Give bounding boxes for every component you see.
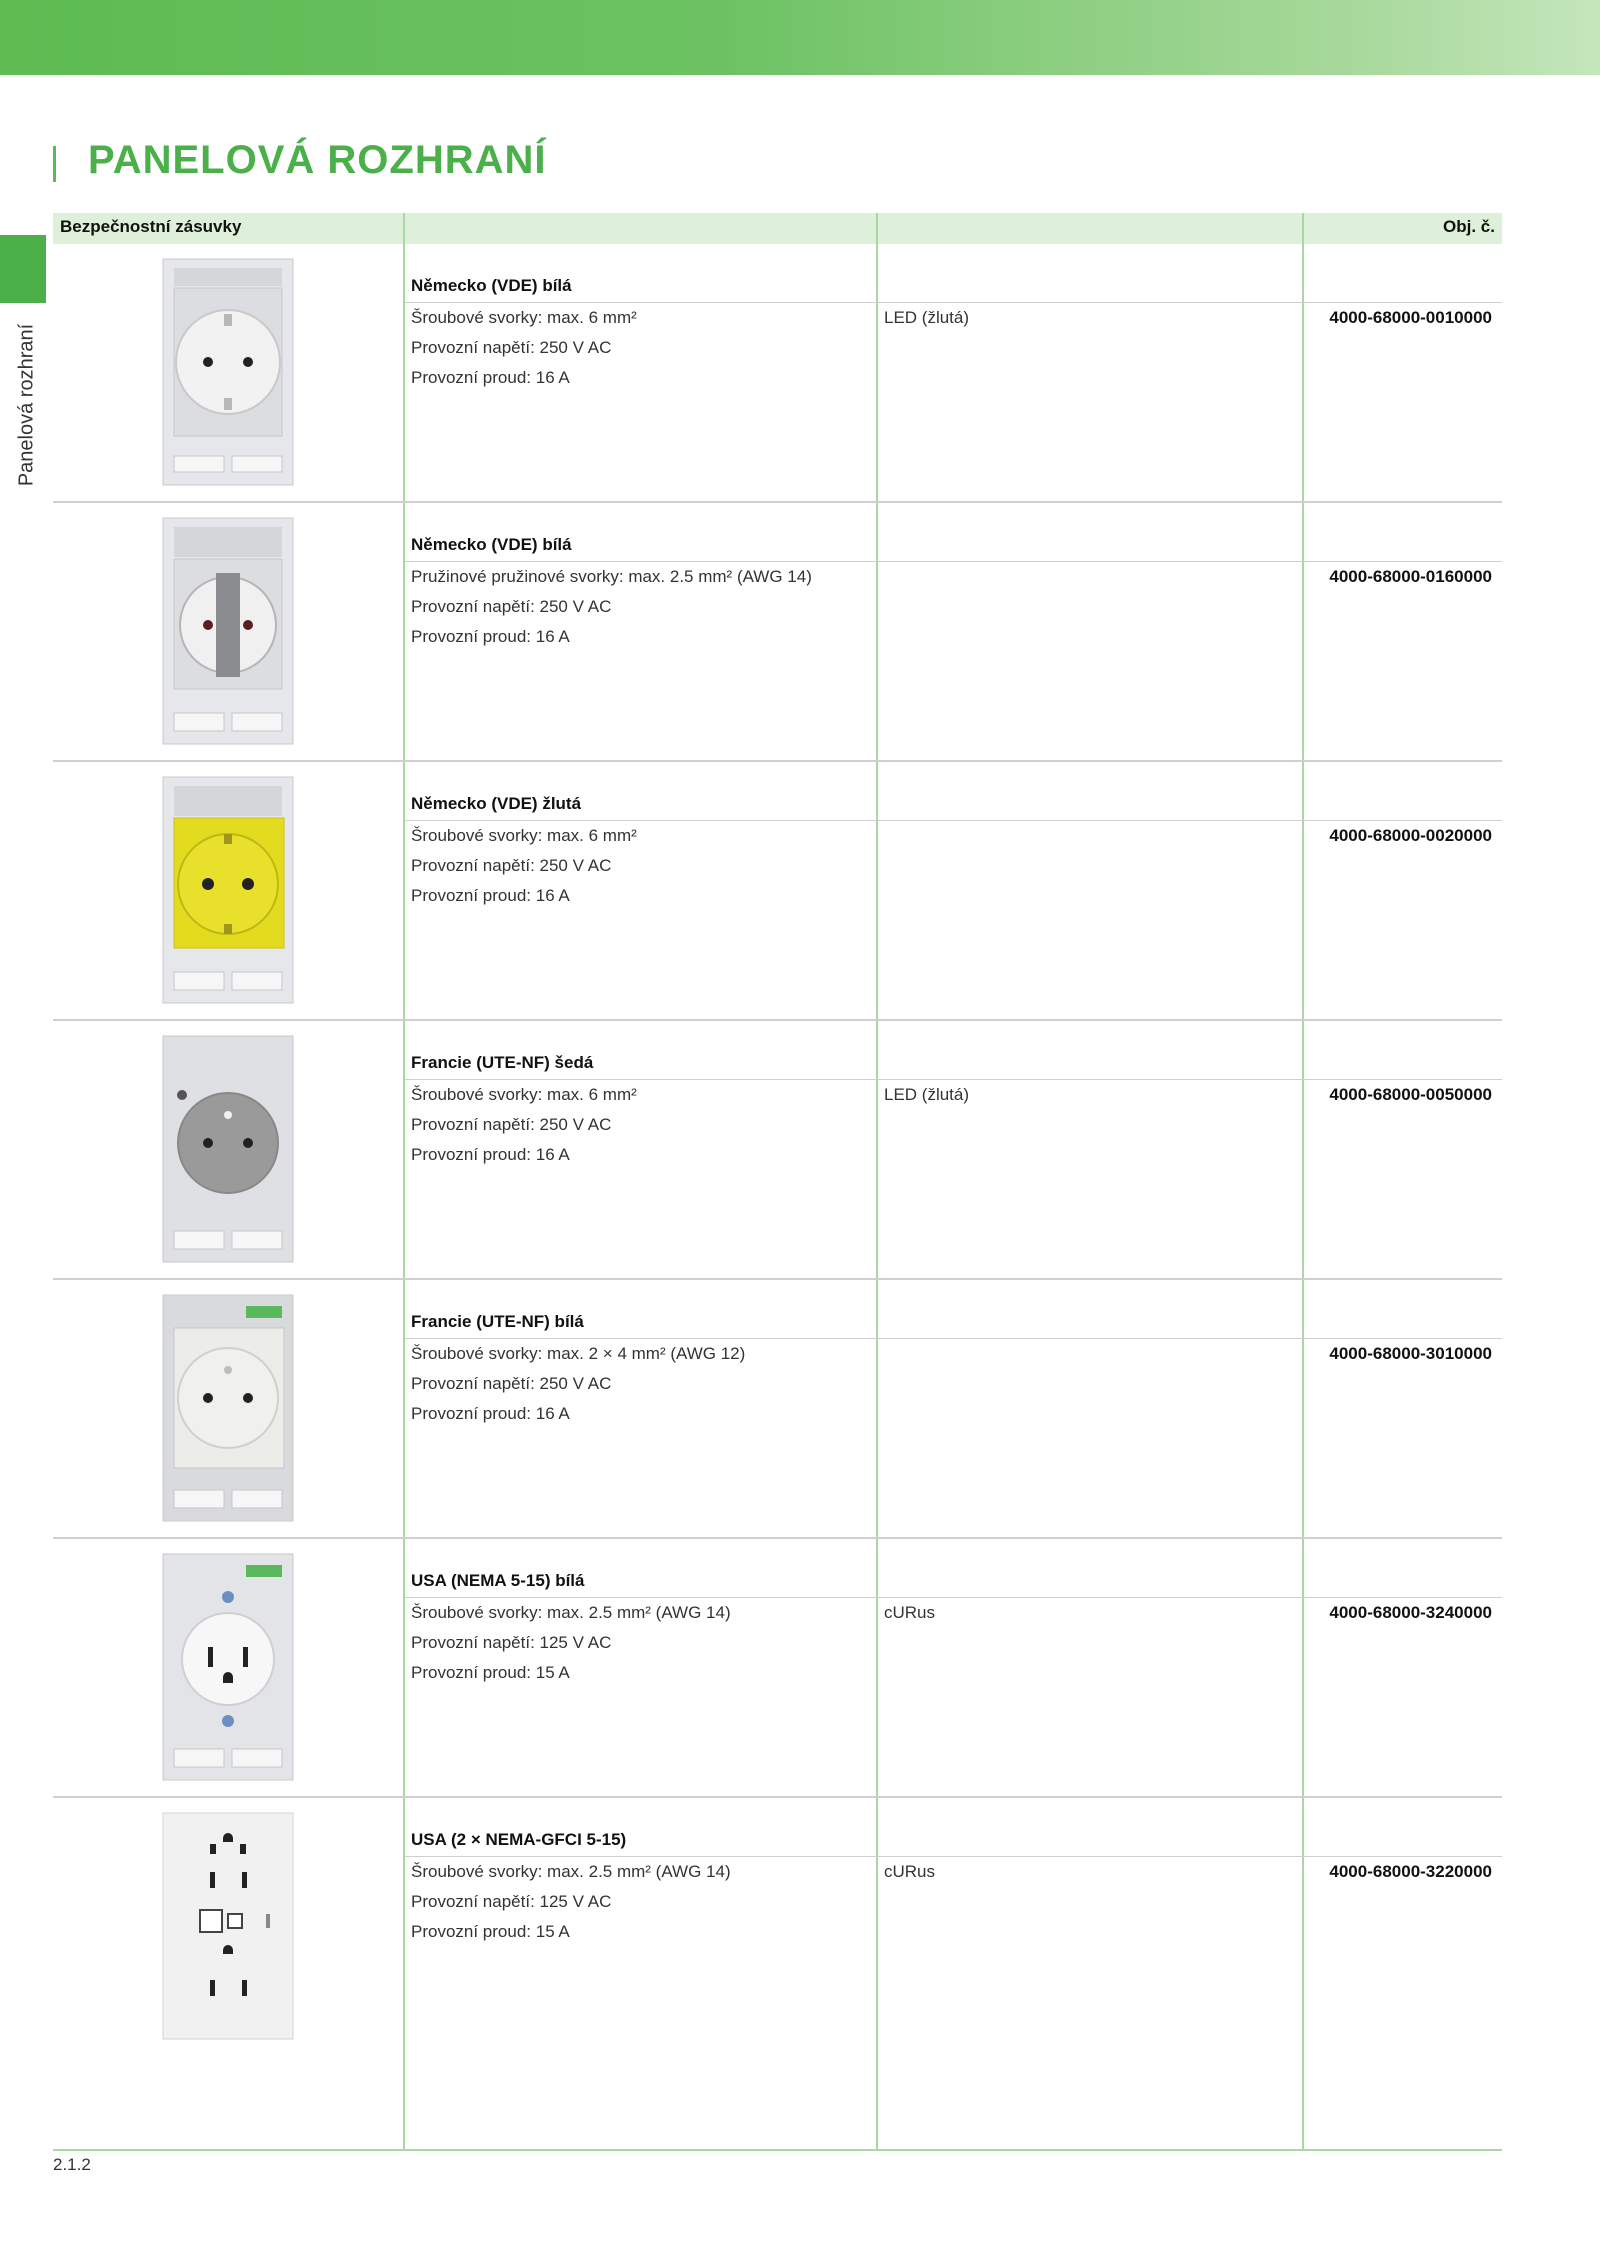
- product-name: USA (NEMA 5-15) bílá: [411, 1571, 585, 1590]
- spec-terminals: Šroubové svorky: max. 2.5 mm² (AWG 14): [411, 1862, 731, 1881]
- table-row: [53, 1798, 1502, 2098]
- socket-germany-white-icon: [162, 258, 294, 486]
- spec-current: Provozní proud: 16 A: [411, 886, 570, 905]
- spec-current: Provozní proud: 15 A: [411, 1663, 570, 1682]
- order-number: 4000-68000-3220000: [1329, 1862, 1492, 1881]
- socket-usa-nema-icon: [162, 1553, 294, 1781]
- spec-voltage: Provozní napětí: 250 V AC: [411, 856, 612, 875]
- spec-current: Provozní proud: 16 A: [411, 627, 570, 646]
- spec-terminals: Šroubové svorky: max. 6 mm²: [411, 1085, 637, 1104]
- socket-germany-yellow-icon: [162, 776, 294, 1004]
- side-tab-marker: [0, 235, 46, 303]
- product-name: Francie (UTE-NF) šedá: [411, 1053, 594, 1072]
- spec-voltage: Provozní napětí: 125 V AC: [411, 1633, 612, 1652]
- title-rule: [53, 146, 56, 182]
- socket-germany-white-spring-icon: [162, 517, 294, 745]
- order-number: 4000-68000-0050000: [1329, 1085, 1492, 1104]
- spec-terminals: Šroubové svorky: max. 2 × 4 mm² (AWG 12): [411, 1344, 746, 1363]
- page-number: 2.1.2: [53, 2155, 91, 2174]
- spec-voltage: Provozní napětí: 250 V AC: [411, 1115, 612, 1134]
- spec-terminals: Šroubové svorky: max. 6 mm²: [411, 308, 637, 327]
- order-number: 4000-68000-3010000: [1329, 1344, 1492, 1363]
- spec-current: Provozní proud: 16 A: [411, 1145, 570, 1164]
- order-number: 4000-68000-0020000: [1329, 826, 1492, 845]
- spec-terminals: Šroubové svorky: max. 6 mm²: [411, 826, 637, 845]
- product-name: Francie (UTE-NF) bílá: [411, 1312, 584, 1331]
- spec-voltage: Provozní napětí: 125 V AC: [411, 1892, 612, 1911]
- spec-voltage: Provozní napětí: 250 V AC: [411, 1374, 612, 1393]
- product-feature: cURus: [884, 1603, 936, 1622]
- product-name: Německo (VDE) žlutá: [411, 794, 582, 813]
- table-header: [53, 213, 1502, 244]
- product-feature: cURus: [884, 1862, 936, 1881]
- socket-france-white-icon: [162, 1294, 294, 1522]
- page-title: PANELOVÁ ROZHRANÍ: [88, 138, 547, 182]
- footer-divider: [53, 2149, 1502, 2151]
- product-feature: LED (žlutá): [884, 1085, 970, 1104]
- spec-current: Provozní proud: 15 A: [411, 1922, 570, 1941]
- socket-usa-gfci-icon: [162, 1812, 294, 2040]
- top-banner: [0, 0, 1600, 75]
- product-name: USA (2 × NEMA-GFCI 5-15): [411, 1830, 627, 1849]
- table-header-order-number: Obj. č.: [1443, 217, 1495, 236]
- spec-current: Provozní proud: 16 A: [411, 368, 570, 387]
- table-row: [53, 1280, 1502, 1539]
- table-header-category: Bezpečnostní zásuvky: [60, 217, 242, 236]
- order-number: 4000-68000-0160000: [1329, 567, 1492, 586]
- product-name: Německo (VDE) bílá: [411, 535, 572, 554]
- spec-voltage: Provozní napětí: 250 V AC: [411, 597, 612, 616]
- spec-terminals: Pružinové pružinové svorky: max. 2.5 mm² (AWG 14): [411, 567, 812, 586]
- order-number: 4000-68000-3240000: [1329, 1603, 1492, 1622]
- product-feature: LED (žlutá): [884, 308, 970, 327]
- spec-terminals: Šroubové svorky: max. 2.5 mm² (AWG 14): [411, 1603, 731, 1622]
- table-row: [53, 503, 1502, 762]
- product-name: Německo (VDE) bílá: [411, 276, 572, 295]
- order-number: 4000-68000-0010000: [1329, 308, 1492, 327]
- socket-france-grey-icon: [162, 1035, 294, 1263]
- table-row: [53, 762, 1502, 1021]
- side-section-label: Panelová rozhraní: [15, 323, 38, 487]
- spec-voltage: Provozní napětí: 250 V AC: [411, 338, 612, 357]
- table-row: [53, 1021, 1502, 1280]
- table-row: [53, 1539, 1502, 1798]
- table-row: [53, 244, 1502, 503]
- spec-current: Provozní proud: 16 A: [411, 1404, 570, 1423]
